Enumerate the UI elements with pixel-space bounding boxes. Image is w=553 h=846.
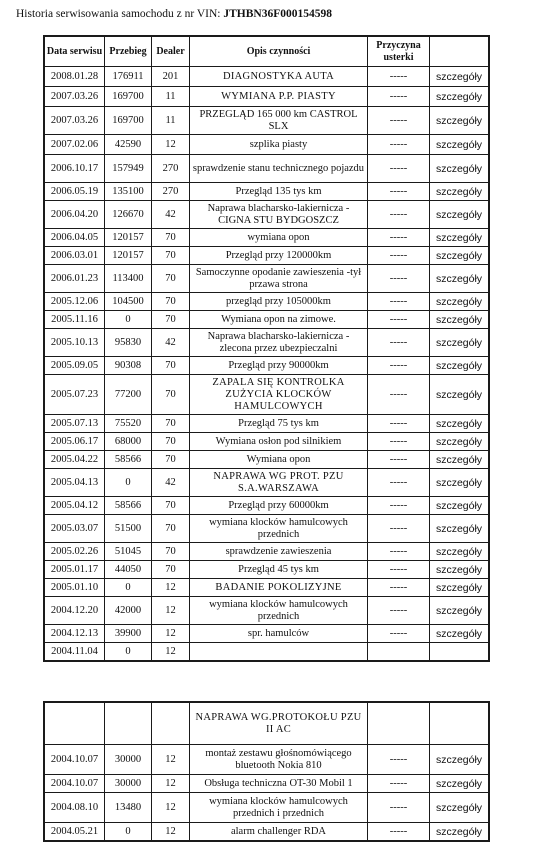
cell-dealer: 70	[152, 561, 190, 579]
table-row	[45, 561, 489, 579]
cell-details[interactable]: szczegóły	[430, 87, 489, 107]
cell-dealer: 70	[152, 247, 190, 265]
cell-description: Przegląd 45 tys km	[190, 561, 368, 579]
cell-mileage: 176911	[105, 67, 152, 87]
cell-fault: -----	[368, 625, 430, 643]
table-row	[45, 375, 489, 415]
table-row	[45, 515, 489, 543]
cell-mileage: 13480	[105, 793, 152, 823]
cell-details[interactable]: szczegóły	[430, 329, 489, 357]
cell-mileage: 113400	[105, 265, 152, 293]
cell-date: 2007.02.06	[45, 135, 105, 155]
cell-date: 2005.10.13	[45, 329, 105, 357]
cell-fault: -----	[368, 265, 430, 293]
header-dealer: Dealer	[152, 37, 190, 67]
cell-dealer: 11	[152, 107, 190, 135]
cell-dealer: 70	[152, 451, 190, 469]
cell-description: Wymiana opon na zimowe.	[190, 311, 368, 329]
cell-dealer: 42	[152, 329, 190, 357]
table-row	[45, 775, 489, 793]
cell-fault: -----	[368, 823, 430, 841]
table-row	[45, 155, 489, 183]
table-row	[45, 265, 489, 293]
cell-dealer: 70	[152, 357, 190, 375]
cell-mileage: 30000	[105, 775, 152, 793]
cell-dealer: 70	[152, 497, 190, 515]
cell-fault: -----	[368, 451, 430, 469]
cell-mileage: 95830	[105, 329, 152, 357]
table-row	[45, 597, 489, 625]
cell-description: Naprawa blacharsko-lakiernicza - CIGNA STU BYDGOSZCZ	[190, 201, 368, 229]
cell-details[interactable]: szczegóły	[430, 469, 489, 497]
cell-dealer: 12	[152, 793, 190, 823]
cell-details	[430, 643, 489, 661]
cell-dealer: 70	[152, 265, 190, 293]
cell-mileage: 51500	[105, 515, 152, 543]
cell-mileage: 44050	[105, 561, 152, 579]
cell-mileage: 58566	[105, 451, 152, 469]
cell-fault: -----	[368, 247, 430, 265]
table-row	[45, 87, 489, 107]
cell-details[interactable]: szczegóły	[430, 793, 489, 823]
cell-dealer: 70	[152, 543, 190, 561]
cell-mileage: 120157	[105, 229, 152, 247]
table-row	[45, 469, 489, 497]
cell-dealer: 12	[152, 579, 190, 597]
cell-dealer: 12	[152, 775, 190, 793]
cell-dealer: 42	[152, 201, 190, 229]
table-row	[45, 135, 489, 155]
table-row	[45, 107, 489, 135]
cell-mileage: 126670	[105, 201, 152, 229]
cell-details[interactable]: szczegóły	[430, 183, 489, 201]
table-row	[45, 293, 489, 311]
cell-mileage: 135100	[105, 183, 152, 201]
cell-dealer: 70	[152, 293, 190, 311]
cell-description: Obsługa techniczna OT-30 Mobil 1	[190, 775, 368, 793]
cell-dealer	[152, 703, 190, 745]
cell-mileage: 0	[105, 823, 152, 841]
cell-fault: -----	[368, 597, 430, 625]
cell-mileage: 42590	[105, 135, 152, 155]
cell-dealer: 70	[152, 229, 190, 247]
cell-fault: -----	[368, 155, 430, 183]
cell-date: 2006.03.01	[45, 247, 105, 265]
cell-date: 2005.11.16	[45, 311, 105, 329]
cell-date: 2007.03.26	[45, 107, 105, 135]
cell-fault: -----	[368, 87, 430, 107]
cell-mileage: 157949	[105, 155, 152, 183]
cell-details[interactable]: szczegóły	[430, 311, 489, 329]
cell-description: BADANIE POKOLIZYJNE	[190, 579, 368, 597]
cell-description: ZAPALA SIĘ KONTROLKA ZUŻYCIA KLOCKÓW HAMULCOWYCH	[190, 375, 368, 415]
cell-description: Przegląd 75 tys km	[190, 415, 368, 433]
cell-details[interactable]: szczegóły	[430, 247, 489, 265]
cell-details	[430, 703, 489, 745]
table-row	[45, 67, 489, 87]
cell-date: 2006.10.17	[45, 155, 105, 183]
table-row	[45, 433, 489, 451]
cell-dealer: 12	[152, 625, 190, 643]
cell-date: 2005.01.10	[45, 579, 105, 597]
cell-details[interactable]: szczegóły	[430, 107, 489, 135]
cell-date: 2004.12.13	[45, 625, 105, 643]
table-row	[45, 451, 489, 469]
cell-description: Przegląd 135 tys km	[190, 183, 368, 201]
cell-description	[190, 643, 368, 661]
cell-mileage: 90308	[105, 357, 152, 375]
cell-description: NAPRAWA WG.PROTOKOŁU PZU II AC	[190, 703, 368, 745]
cell-details[interactable]: szczegóły	[430, 67, 489, 87]
cell-fault: -----	[368, 201, 430, 229]
cell-fault: -----	[368, 67, 430, 87]
cell-details[interactable]: szczegóły	[430, 497, 489, 515]
cell-fault: -----	[368, 415, 430, 433]
cell-dealer: 12	[152, 597, 190, 625]
cell-dealer: 11	[152, 87, 190, 107]
cell-date	[45, 703, 105, 745]
cell-description: Naprawa blacharsko-lakiernicza - zlecona przez ubezpieczalni	[190, 329, 368, 357]
table-row	[45, 415, 489, 433]
cell-dealer: 70	[152, 433, 190, 451]
cell-mileage: 51045	[105, 543, 152, 561]
cell-dealer: 70	[152, 415, 190, 433]
cell-fault: -----	[368, 311, 430, 329]
service-history-table-continued	[44, 702, 489, 841]
cell-mileage: 0	[105, 469, 152, 497]
table-row	[45, 625, 489, 643]
cell-description: wymiana klocków hamulcowych przednich	[190, 597, 368, 625]
table-row	[45, 793, 489, 823]
cell-fault: -----	[368, 433, 430, 451]
cell-date: 2005.02.26	[45, 543, 105, 561]
cell-date: 2005.06.17	[45, 433, 105, 451]
cell-date: 2004.05.21	[45, 823, 105, 841]
vin-number: JTHBN36F000154598	[223, 8, 333, 20]
cell-fault: -----	[368, 579, 430, 597]
table-row	[45, 311, 489, 329]
cell-dealer: 270	[152, 155, 190, 183]
cell-mileage: 120157	[105, 247, 152, 265]
cell-dealer: 12	[152, 135, 190, 155]
cell-details[interactable]: szczegóły	[430, 135, 489, 155]
cell-fault	[368, 643, 430, 661]
cell-mileage: 77200	[105, 375, 152, 415]
cell-details[interactable]: szczegóły	[430, 775, 489, 793]
header-details	[430, 37, 489, 67]
cell-mileage: 75520	[105, 415, 152, 433]
cell-description: WYMIANA P.P. PIASTY	[190, 87, 368, 107]
cell-details[interactable]: szczegóły	[430, 515, 489, 543]
cell-fault: -----	[368, 229, 430, 247]
cell-mileage: 0	[105, 579, 152, 597]
page-title	[16, 8, 332, 20]
table-row	[45, 745, 489, 775]
cell-description: przegląd przy 105000km	[190, 293, 368, 311]
cell-date: 2005.07.13	[45, 415, 105, 433]
table-row	[45, 229, 489, 247]
cell-date: 2005.04.13	[45, 469, 105, 497]
table-header-row	[45, 37, 489, 67]
cell-fault: -----	[368, 745, 430, 775]
cell-details[interactable]: szczegóły	[430, 745, 489, 775]
cell-description: Wymiana opon	[190, 451, 368, 469]
cell-description: DIAGNOSTYKA AUTA	[190, 67, 368, 87]
cell-date: 2008.01.28	[45, 67, 105, 87]
cell-date: 2006.01.23	[45, 265, 105, 293]
cell-fault: -----	[368, 107, 430, 135]
cell-description: PRZEGLĄD 165 000 km CASTROL SLX	[190, 107, 368, 135]
cell-details[interactable]: szczegóły	[430, 597, 489, 625]
table-row	[45, 579, 489, 597]
cell-mileage: 68000	[105, 433, 152, 451]
cell-dealer: 201	[152, 67, 190, 87]
cell-details[interactable]: szczegóły	[430, 561, 489, 579]
cell-description: Przegląd przy 90000km	[190, 357, 368, 375]
cell-dealer: 42	[152, 469, 190, 497]
cell-details[interactable]: szczegóły	[430, 543, 489, 561]
cell-description: Przegląd przy 60000km	[190, 497, 368, 515]
cell-dealer: 70	[152, 375, 190, 415]
cell-description: Samoczynne opodanie zawieszenia -tył przawa strona	[190, 265, 368, 293]
cell-details[interactable]: szczegóły	[430, 433, 489, 451]
cell-fault: -----	[368, 293, 430, 311]
cell-date: 2004.11.04	[45, 643, 105, 661]
table-row	[45, 357, 489, 375]
table-row	[45, 201, 489, 229]
cell-mileage: 0	[105, 311, 152, 329]
cell-fault: -----	[368, 469, 430, 497]
cell-details[interactable]: szczegóły	[430, 375, 489, 415]
cell-fault: -----	[368, 329, 430, 357]
cell-dealer: 70	[152, 515, 190, 543]
cell-description: montaż zestawu głośnomówiącego bluetooth Nokia 810	[190, 745, 368, 775]
cell-mileage: 39900	[105, 625, 152, 643]
cell-date: 2005.03.07	[45, 515, 105, 543]
cell-description: sprawdzenie zawieszenia	[190, 543, 368, 561]
cell-description: Wymiana osłon pod silnikiem	[190, 433, 368, 451]
cell-fault: -----	[368, 497, 430, 515]
cell-date: 2004.12.20	[45, 597, 105, 625]
cell-fault: -----	[368, 543, 430, 561]
cell-dealer: 70	[152, 311, 190, 329]
header-fault: Przyczyna usterki	[368, 37, 430, 67]
table-row	[45, 497, 489, 515]
cell-description: Przegląd przy 120000km	[190, 247, 368, 265]
cell-mileage	[105, 703, 152, 745]
cell-mileage: 0	[105, 643, 152, 661]
service-history-table	[44, 36, 489, 661]
cell-date: 2005.07.23	[45, 375, 105, 415]
cell-fault: -----	[368, 135, 430, 155]
header-description: Opis czynności	[190, 37, 368, 67]
header-mileage: Przebieg	[105, 37, 152, 67]
cell-description: spr. hamulców	[190, 625, 368, 643]
cell-details[interactable]: szczegóły	[430, 201, 489, 229]
cell-date: 2004.08.10	[45, 793, 105, 823]
cell-date: 2005.01.17	[45, 561, 105, 579]
cell-fault: -----	[368, 515, 430, 543]
cell-details[interactable]: szczegóły	[430, 293, 489, 311]
cell-date: 2006.05.19	[45, 183, 105, 201]
cell-fault: -----	[368, 357, 430, 375]
cell-fault: -----	[368, 375, 430, 415]
cell-fault	[368, 703, 430, 745]
cell-description: szplika piasty	[190, 135, 368, 155]
cell-fault: -----	[368, 775, 430, 793]
cell-details[interactable]: szczegóły	[430, 579, 489, 597]
table-row	[45, 247, 489, 265]
cell-description: NAPRAWA WG PROT. PZU S.A.WARSZAWA	[190, 469, 368, 497]
cell-details[interactable]: szczegóły	[430, 229, 489, 247]
cell-dealer: 12	[152, 745, 190, 775]
cell-dealer: 12	[152, 643, 190, 661]
table-row	[45, 183, 489, 201]
cell-date: 2005.04.22	[45, 451, 105, 469]
cell-description: wymiana klocków hamulcowych przednich	[190, 515, 368, 543]
cell-mileage: 169700	[105, 87, 152, 107]
cell-details[interactable]: szczegóły	[430, 625, 489, 643]
cell-mileage: 30000	[105, 745, 152, 775]
table-row	[45, 329, 489, 357]
cell-details[interactable]: szczegóły	[430, 823, 489, 841]
cell-fault: -----	[368, 793, 430, 823]
cell-date: 2006.04.05	[45, 229, 105, 247]
cell-mileage: 42000	[105, 597, 152, 625]
cell-date: 2006.04.20	[45, 201, 105, 229]
cell-description: sprawdzenie stanu technicznego pojazdu	[190, 155, 368, 183]
cell-dealer: 12	[152, 823, 190, 841]
cell-dealer: 270	[152, 183, 190, 201]
cell-fault: -----	[368, 183, 430, 201]
title-prefix: Historia serwisowania samochodu z nr VIN:	[16, 8, 221, 20]
cell-description: wymiana klocków hamulcowych przednich i przednich	[190, 793, 368, 823]
cell-details[interactable]: szczegóły	[430, 265, 489, 293]
header-date: Data serwisu	[45, 37, 105, 67]
cell-date: 2007.03.26	[45, 87, 105, 107]
table-row	[45, 643, 489, 661]
cell-date: 2005.04.12	[45, 497, 105, 515]
cell-date: 2005.12.06	[45, 293, 105, 311]
cell-details[interactable]: szczegóły	[430, 357, 489, 375]
table-row	[45, 543, 489, 561]
cell-date: 2004.10.07	[45, 775, 105, 793]
cell-mileage: 169700	[105, 107, 152, 135]
table-row	[45, 823, 489, 841]
cell-details[interactable]: szczegóły	[430, 415, 489, 433]
cell-fault: -----	[368, 561, 430, 579]
cell-description: wymiana opon	[190, 229, 368, 247]
cell-details[interactable]: szczegóły	[430, 451, 489, 469]
cell-details[interactable]: szczegóły	[430, 155, 489, 183]
cell-date: 2004.10.07	[45, 745, 105, 775]
cell-mileage: 58566	[105, 497, 152, 515]
cell-mileage: 104500	[105, 293, 152, 311]
cell-description: alarm challenger RDA	[190, 823, 368, 841]
cell-date: 2005.09.05	[45, 357, 105, 375]
table-row	[45, 703, 489, 745]
